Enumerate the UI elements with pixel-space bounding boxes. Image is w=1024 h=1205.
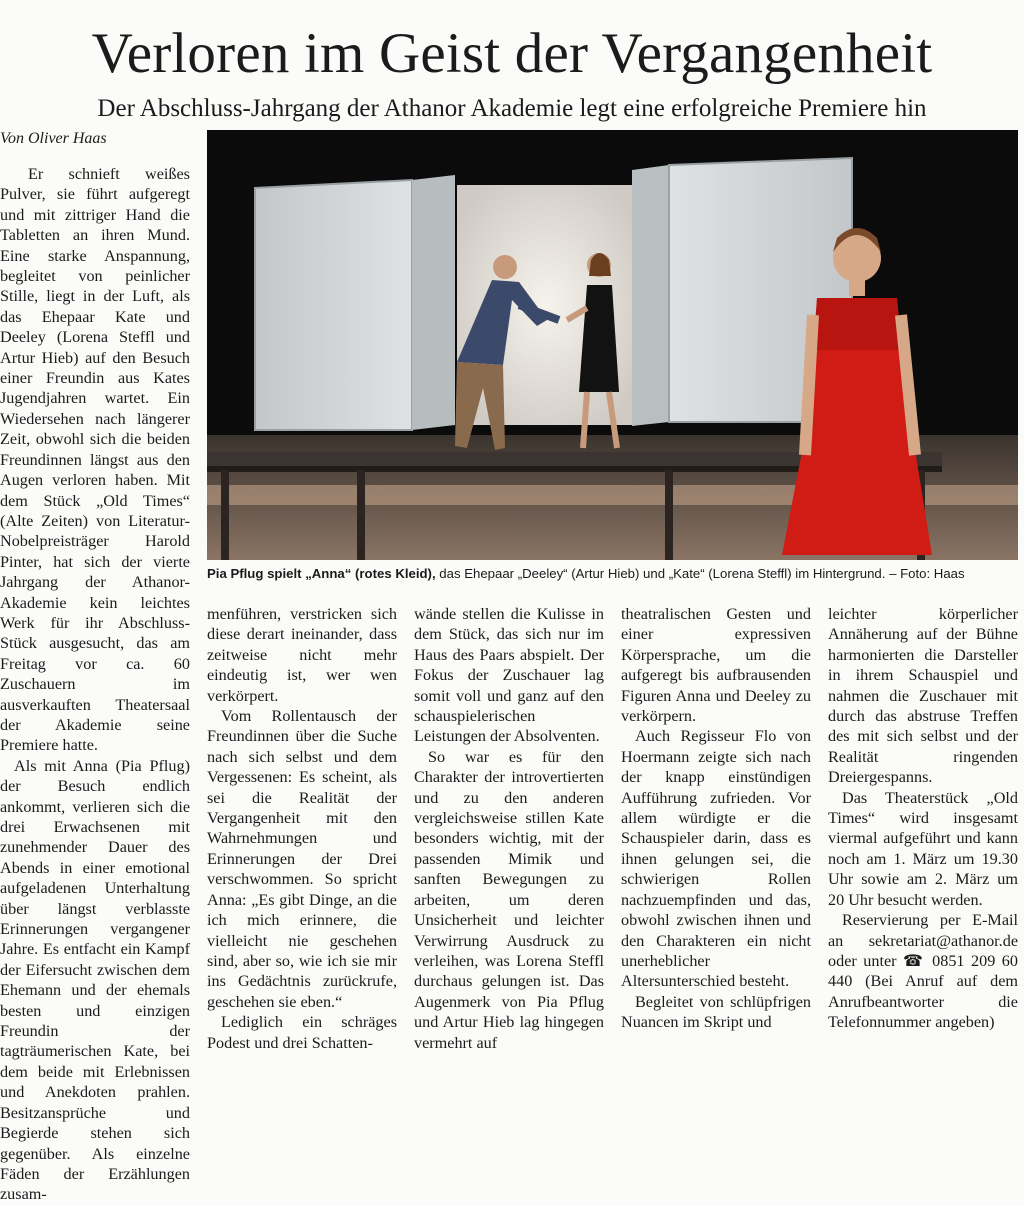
paragraph: theatralischen Gesten und einer expressiven Körpersprache, um die aufgeregt bis aufbrausenden Figuren Anna und Deeley zu verkörpern. (621, 605, 811, 726)
paragraph: Vom Rollentausch der Freundinnen über die Suche nach sich selbst und dem Vergessenen: Es scheint, als sei die Realität der Vergangenheit mit den Wahrnehmungen und Erinnerungen der Drei verschwommen. So spricht Anna: „Es gibt Dinge, an die ich mich erinnere, die vielleicht nie geschehen sind, aber so, wie ich sie mir ins Gedächtnis zurückrufe, geschehen sie eben.“ (207, 707, 397, 1011)
caption-rest: das Ehepaar „Deeley“ (Artur Hieb) und „Kate“ (Lorena Steffl) im Hintergrund. – Foto: Haas (435, 566, 965, 581)
paragraph: Er schnieft weißes Pulver, sie führt aufgeregt und mit zittriger Hand die Tabletten an ihren Mund. Eine starke Anspannung, begleitet von peinlicher Stille, liegt in der Luft, als das Ehepaar Kate und Deeley (Lorena Steffl und Artur Hieb) auf den Besuch einer Freundin aus Kates Jugendjahren wartet. Ein Wiedersehen nach längerer Zeit, obwohl sich die beiden Freundinnen längst aus den Augen verloren haben. Mit dem Stück „Old Times“ (Alte Zeiten) von Literatur-Nobelpreisträger Harold Pinter, hat sich der vierte Jahrgang der Athanor-Akademie kein leichtes Werk für ihr Abschluss-Stück ausgesucht, das am Freitag vor ca. 60 Zuschauern im ausverkauften Theatersaal der Akademie seine Premiere hatte. (0, 165, 190, 755)
paragraph: Reservierung per E-Mail an sekretariat@athanor.de oder unter ☎ 0851 209 60 440 (Bei Anruf auf dem Anrufbeantworter die Telefonnummer angeben) (828, 911, 1018, 1032)
paragraph: Das Theaterstück „Old Times“ wird insgesamt viermal aufgeführt und kann noch am 1. März um 19.30 Uhr sowie am 2. März um 20 Uhr besucht werden. (828, 788, 1018, 909)
subheadline: Der Abschluss-Jahrgang der Athanor Akademie legt eine erfolgreiche Premiere hin (97, 95, 927, 122)
stage-photo-image (207, 130, 1018, 560)
byline: Von Oliver Haas (0, 130, 107, 147)
paragraph: wände stellen die Kulisse in dem Stück, das sich nur im Haus des Paars abspielt. Der Fokus der Zuschauer lag somit voll und ganz auf den schauspielerischen Leistungen der Absolventen. (414, 605, 604, 746)
paragraph: Als mit Anna (Pia Pflug) der Besuch endlich ankommt, verlieren sich die drei Erwachsenen mit zunehmender Dauer des Abends in einer emotional aufgeladenen Unterhaltung über längst verblasste Erinnerungen vergangener Jahre. Es entfacht ein Kampf der Eifersucht zwischen dem Ehemann und der ehemals besten und einzigen Freundin der tagträumerischen Kate, bei dem beide mit Erlebnissen und Anekdoten prahlen. Besitzansprüche und Begierde stehen sich gegenüber. Als einzelne Fäden der Erzählungen zusam- (0, 756, 190, 1204)
article-column-1 (0, 164, 190, 1205)
paragraph: Lediglich ein schräges Podest und drei Schatten- (207, 1013, 397, 1052)
article-column-5 (828, 604, 1018, 1033)
article-column-4 (621, 604, 811, 1033)
stage-photo (207, 130, 1018, 560)
paragraph: menführen, verstricken sich diese derart ineinander, dass zeitweise nicht mehr eindeutig ist, wer wen verkörpert. (207, 605, 397, 705)
photo-caption (207, 566, 1018, 582)
paragraph: So war es für den Charakter der introvertierten und zu den anderen vergleichsweise stillen Kate besonders wichtig, mit der passenden Mimik und sanften Bewegungen zu arbeiten, um deren Unsicherheit und leichter Verwirrung Ausdruck zu verleihen, was Lorena Steffl durchaus gelungen ist. Das Augenmerk von Pia Pflug und Artur Hieb lag hingegen vermehrt auf (414, 747, 604, 1052)
paragraph: leichter körperlicher Annäherung auf der Bühne harmonierten die Darsteller in ihrem Schauspiel und nahmen die Zuschauer mit durch das abstruse Treffen des mit sich selbst und der Realität ringenden Dreiergespanns. (828, 605, 1018, 787)
article-column-2 (207, 604, 397, 1053)
caption-bold-part: Pia Pflug spielt „Anna“ (rotes Kleid), (207, 566, 436, 581)
paragraph: Auch Regisseur Flo von Hoermann zeigte sich nach der knapp einstündigen Aufführung zufrieden. Vor allem würdigte er die Schauspieler darin, dass es ihnen gelungen sei, die schwierigen Rollen nachzuempfinden und das, obwohl zwischen ihnen und den Charakteren ein nicht unerheblicher Altersunterschied besteht. (621, 727, 811, 991)
article-column-3 (414, 604, 604, 1053)
headline: Verloren im Geist der Vergangenheit (91, 22, 933, 85)
paragraph: Begleitet von schlüpfrigen Nuancen im Skript und (621, 992, 811, 1032)
